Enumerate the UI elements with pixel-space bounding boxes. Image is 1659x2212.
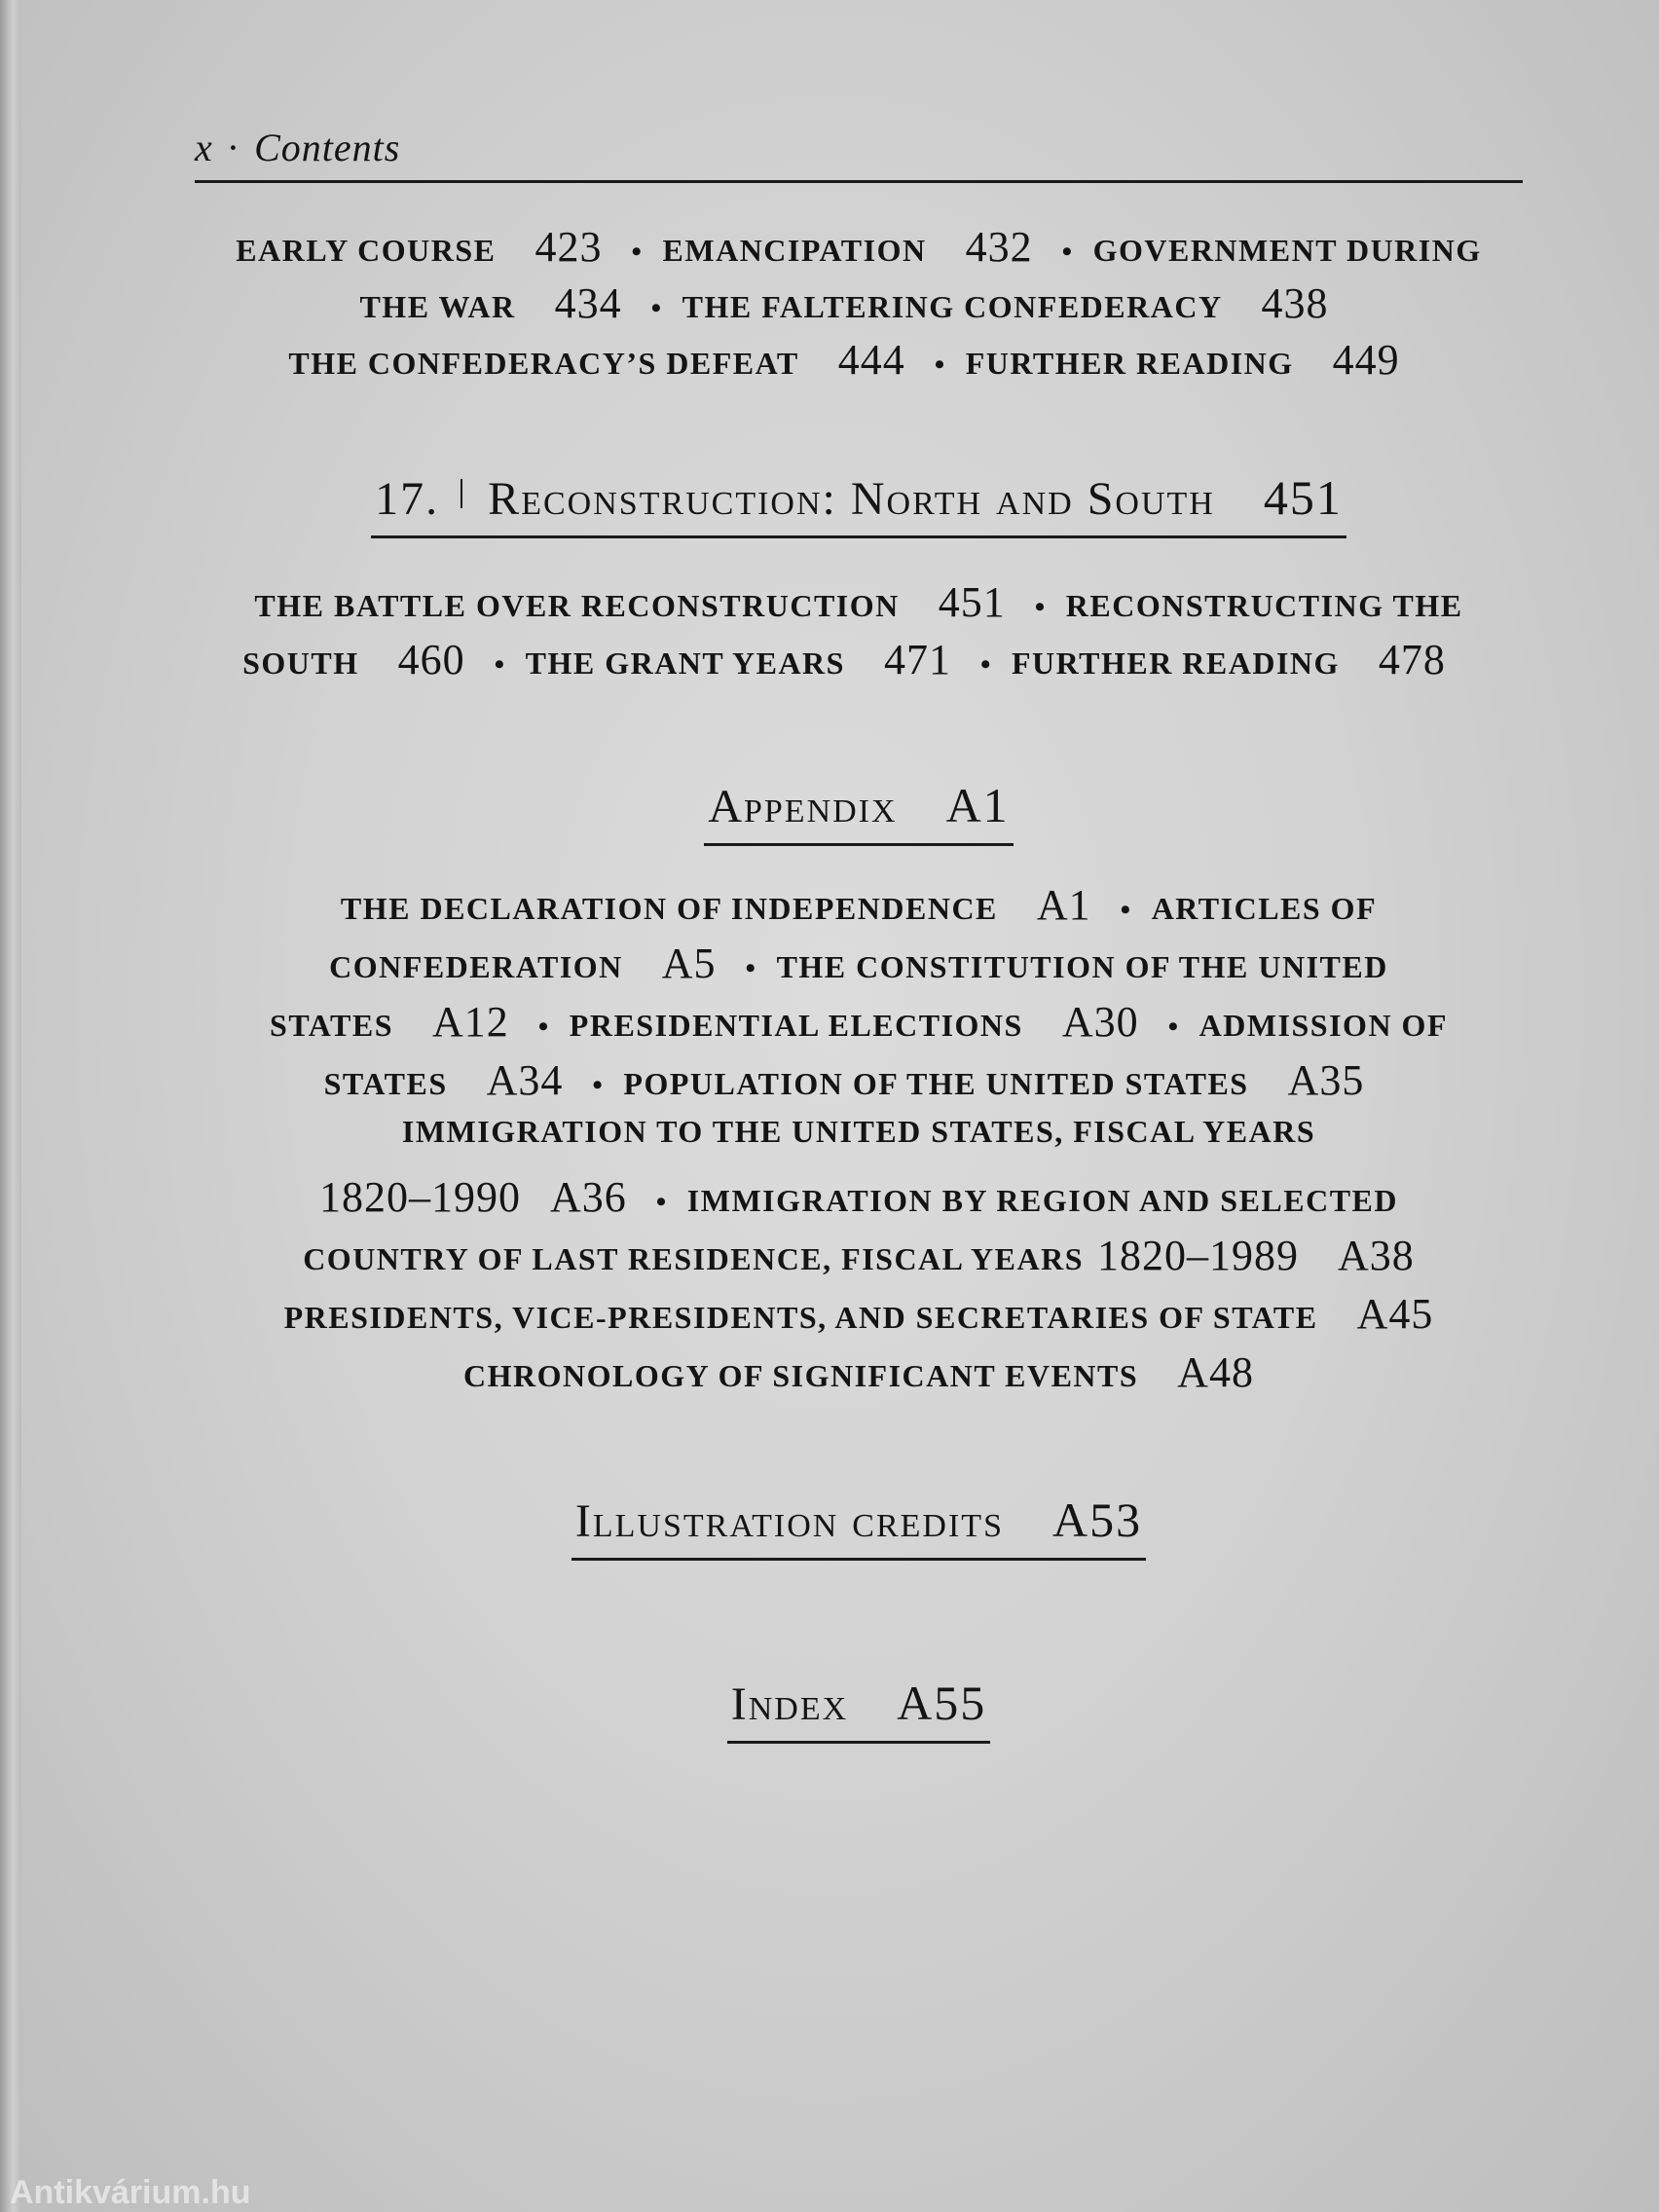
appendix-title: Appendix	[708, 781, 898, 832]
page-number: 471	[883, 636, 951, 683]
page-number: 444	[837, 336, 905, 384]
toc-line	[195, 1055, 1523, 1105]
chapter-page: 451	[1263, 470, 1343, 525]
toc-line	[195, 1172, 1523, 1222]
toc-entry: PRESIDENTIAL ELECTIONS	[569, 1008, 1023, 1043]
page-number: 432	[965, 223, 1033, 271]
toc-line	[195, 939, 1523, 988]
index-title: Index	[730, 1678, 849, 1730]
bullet-separator: •	[1034, 591, 1047, 623]
toc-entry: THE CONFEDERACY’S DEFEAT	[288, 346, 799, 381]
toc-line	[195, 1114, 1523, 1150]
appendix-page: A1	[945, 778, 1010, 832]
toc-entry: IMMIGRATION BY REGION AND SELECTED	[686, 1183, 1398, 1218]
index-heading	[195, 1675, 1523, 1744]
toc-line	[195, 1347, 1523, 1397]
watermark: Antikvárium.hu	[10, 2174, 251, 2211]
appendix-heading	[195, 777, 1523, 846]
bullet-separator: •	[592, 1069, 605, 1101]
toc-entry: THE CONSTITUTION OF THE UNITED	[776, 949, 1388, 984]
toc-line	[195, 635, 1523, 684]
bullet-separator: •	[650, 292, 663, 324]
bullet-separator: •	[494, 648, 506, 681]
illustration-credits-title: Illustration credits	[574, 1495, 1004, 1547]
page-number: A48	[1177, 1348, 1254, 1396]
toc-entry: THE DECLARATION OF INDEPENDENCE	[340, 891, 998, 926]
page-number: A1	[1036, 881, 1091, 929]
bullet-separator: •	[537, 1011, 550, 1043]
running-head	[195, 125, 400, 170]
toc-entry: THE GRANT YEARS	[525, 645, 845, 681]
toc-entry: THE BATTLE OVER RECONSTRUCTION	[254, 588, 900, 623]
page-number: A35	[1287, 1056, 1365, 1104]
page-number: A5	[661, 940, 717, 987]
page-number: 478	[1378, 636, 1446, 683]
page-number: A30	[1061, 998, 1139, 1046]
index-page: A55	[897, 1676, 987, 1730]
bullet-separator: •	[979, 648, 992, 681]
page-number: A38	[1338, 1232, 1415, 1279]
toc-entry: EMANCIPATION	[662, 233, 927, 268]
toc-line	[195, 997, 1523, 1047]
toc-entry: FURTHER READING	[1011, 645, 1340, 681]
running-head-separator: ·	[226, 126, 241, 169]
toc-entry: CHRONOLOGY OF SIGNIFICANT EVENTS	[463, 1358, 1139, 1393]
bullet-separator: •	[934, 349, 946, 381]
toc-entry: FURTHER READING	[965, 346, 1294, 381]
bullet-separator: •	[1120, 894, 1132, 926]
toc-entry: CONFEDERATION	[329, 949, 623, 984]
toc-line	[195, 577, 1523, 627]
toc-entry: EARLY COURSE	[236, 233, 497, 268]
chapter-title: Reconstruction: North and South	[488, 473, 1215, 525]
page-number: 449	[1332, 336, 1400, 384]
toc-entry: SOUTH	[242, 645, 359, 681]
toc-entry: GOVERNMENT DURING	[1092, 233, 1482, 268]
page-number: A34	[486, 1056, 564, 1104]
chapter-number: 17.	[375, 473, 440, 525]
page-numeral: x	[195, 126, 213, 169]
toc-line	[195, 1231, 1523, 1280]
toc-entry: IMMIGRATION TO THE UNITED STATES, FISCAL YEARS	[401, 1114, 1316, 1149]
running-head-title: Contents	[254, 126, 401, 169]
page-number: 451	[938, 578, 1006, 626]
year-range: 1820–1990	[319, 1173, 521, 1221]
toc-line	[195, 278, 1523, 328]
page-number: 423	[535, 223, 603, 271]
toc-entry: THE WAR	[359, 289, 516, 324]
toc-line	[195, 335, 1523, 385]
page-number: 460	[397, 636, 465, 683]
toc-entry: STATES	[323, 1066, 448, 1101]
page-number: A36	[550, 1173, 627, 1221]
toc-entry: COUNTRY OF LAST RESIDENCE, FISCAL YEARS	[303, 1241, 1085, 1276]
page-number: A12	[432, 998, 509, 1046]
toc-line	[195, 222, 1523, 272]
chapter-heading	[195, 469, 1523, 538]
toc-entry: POPULATION OF THE UNITED STATES	[623, 1066, 1249, 1101]
running-head-rule	[195, 180, 1523, 183]
toc-entry: RECONSTRUCTING THE	[1065, 588, 1463, 623]
toc-line	[195, 880, 1523, 930]
page-edge	[0, 0, 21, 2212]
vertical-bar-divider	[461, 479, 462, 508]
toc-entry: STATES	[270, 1008, 393, 1043]
bullet-separator: •	[1167, 1011, 1180, 1043]
toc-entry: THE FALTERING CONFEDERACY	[682, 289, 1223, 324]
bullet-separator: •	[631, 236, 644, 268]
page-number: 434	[554, 279, 622, 327]
illustration-credits-page: A53	[1051, 1493, 1143, 1547]
toc-entry: PRESIDENTS, VICE-PRESIDENTS, AND SECRETARIES OF STATE	[283, 1300, 1318, 1335]
toc-entry: ARTICLES OF	[1151, 891, 1378, 926]
toc-entry: ADMISSION OF	[1198, 1008, 1448, 1043]
toc-line	[195, 1289, 1523, 1339]
illustration-credits-heading	[195, 1492, 1523, 1561]
bullet-separator: •	[1061, 236, 1074, 268]
bullet-separator: •	[745, 952, 757, 984]
page-number: 438	[1261, 279, 1329, 327]
year-range: 1820–1989	[1097, 1232, 1300, 1279]
page-number: A45	[1356, 1290, 1434, 1338]
bullet-separator: •	[655, 1186, 668, 1218]
